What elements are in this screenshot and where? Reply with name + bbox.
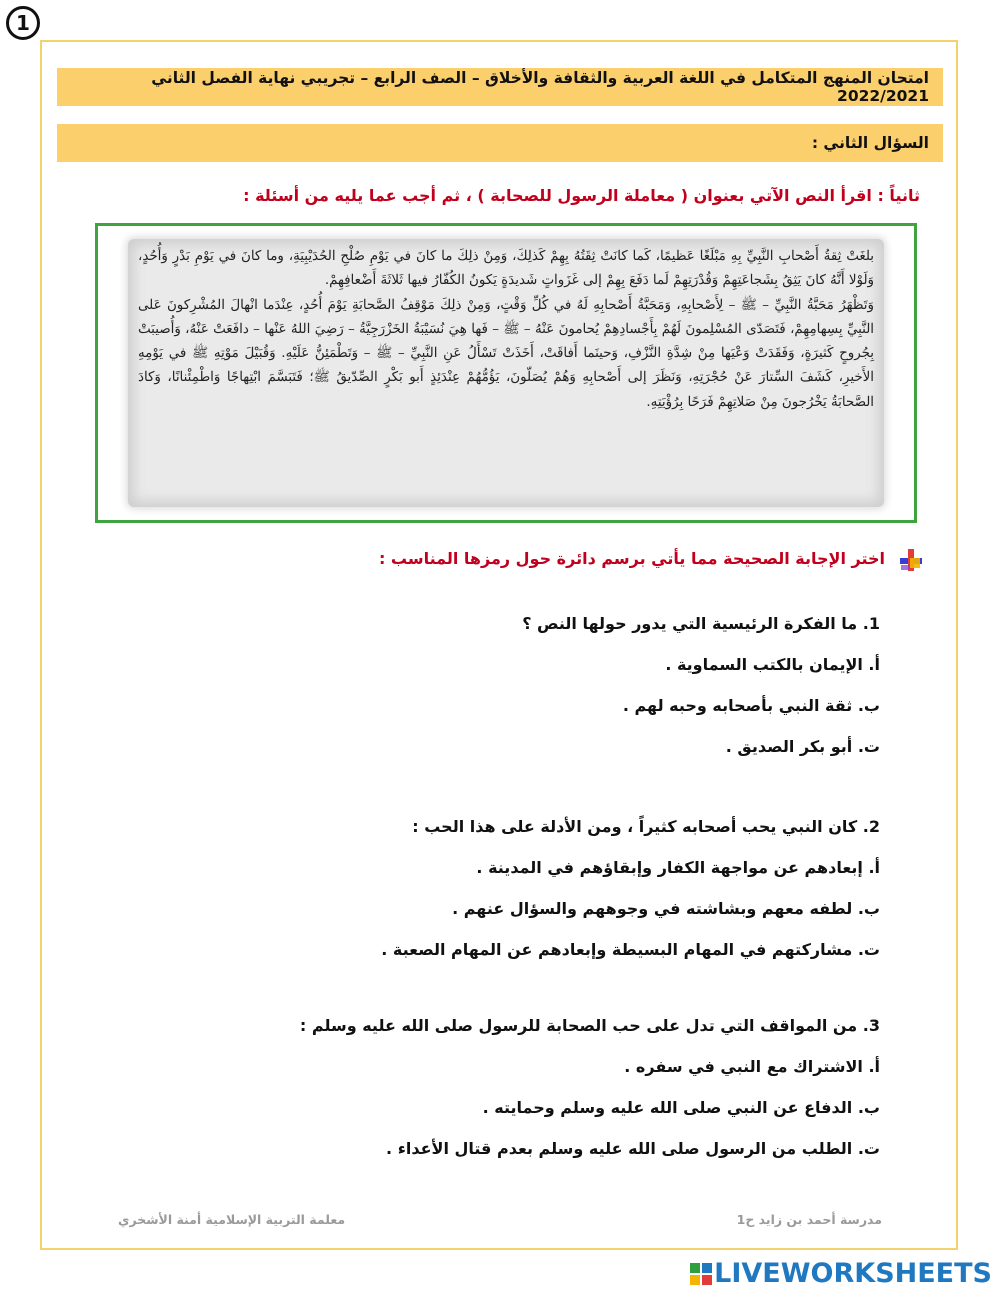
page-number-badge bbox=[6, 6, 40, 40]
option-c[interactable]: ت. الطلب من الرسول صلى الله عليه وسلم بعدم قتال الأعداء . bbox=[386, 1139, 880, 1158]
question-stem: 2. كان النبي يحب أصحابه كثيراً ، ومن الأدلة على هذا الحب : bbox=[412, 817, 880, 836]
exam-title: امتحان المنهج المتكامل في اللغة العربية والثقافة والأخلاق – الصف الرابع – تجريبي نهاية الفصل الثاني 2022/2021 bbox=[151, 69, 929, 105]
option-a[interactable]: أ. إبعادهم عن مواجهة الكفار وإبقاؤهم في المدينة . bbox=[476, 858, 880, 877]
liveworksheets-brand[interactable] bbox=[690, 1258, 992, 1289]
question-heading: السؤال الثاني : bbox=[811, 134, 929, 152]
footer-school: مدرسة أحمد بن زايد ح1 bbox=[736, 1212, 882, 1227]
question-1 bbox=[120, 612, 880, 776]
question-stem: 1. ما الفكرة الرئيسية التي يدور حولها النص ؟ bbox=[522, 614, 880, 633]
bullet-icon bbox=[897, 546, 925, 574]
exam-title-band bbox=[57, 68, 943, 106]
option-b[interactable]: ب. لطفه معهم وبشاشته في وجوههم والسؤال عنهم . bbox=[452, 899, 880, 918]
option-a[interactable]: أ. الاشتراك مع النبي في سفره . bbox=[624, 1057, 880, 1076]
question-stem: 3. من المواقف التي تدل على حب الصحابة للرسول صلى الله عليه وسلم : bbox=[299, 1016, 880, 1035]
choose-instruction: اختر الإجابة الصحيحة مما يأتي برسم دائرة حول رمزها المناسب : bbox=[378, 549, 885, 568]
page-number: 1 bbox=[16, 11, 30, 35]
option-b[interactable]: ب. ثقة النبي بأصحابه وحبه لهم . bbox=[622, 696, 880, 715]
option-a[interactable]: أ. الإيمان بالكتب السماوية . bbox=[665, 655, 880, 674]
option-b[interactable]: ب. الدفاع عن النبي صلى الله عليه وسلم وحمايته . bbox=[482, 1098, 880, 1117]
reading-instruction: ثانياً : اقرأ النص الآتي بعنوان ( معاملة الرسول للصحابة ) ، ثم أجب عما يليه من أسئلة : bbox=[243, 186, 920, 205]
liveworksheets-logo-icon bbox=[690, 1263, 712, 1285]
question-heading-band bbox=[57, 124, 943, 162]
passage-paragraph-2: وَتَظْهَرُ مَحَبَّةُ النَّبِيِّ – ﷺ – لِأَصْحابِهِ، وَمَحَبَّةُ أَصْحابِهِ لَهُ في كُلِّ وَقْتٍ، وَمِنْ ذلِكَ مَوْقِفُ الصَّحابَةِ يَوْمَ أُحُدٍ، عِنْدَما انْهالَ المُشْرِكونَ عَلى النَّبِيِّ بِسِهامِهِمْ، فَتَصَدّى المُسْلِمونَ لَهُمْ بِأَجْسادِهِمْ يُحامونَ عَنْهُ – ﷺ – فَها هِيَ نُسَيْبَةُ الخَزْرَجِيَّةُ – رَضِيَ اللهُ عَنْها – دافَعَتْ عَنْهُ، وَأُصيبَتْ بِجُروحٍ كَثيرَةٍ، وَفَقَدَتْ وَعْيَها مِنْ شِدَّةِ النَّزْفِ، وَحينَما أَفاقَتْ، أَخَذَتْ تَسْأَلُ عَنِ النَّبِيِّ – ﷺ – وَتَطْمَئِنُّ عَلَيْهِ. وَقُبَيْلَ مَوْتِهِ ﷺ في يَوْمِهِ الأَخيرِ، كَشَفَ السِّتارَ عَنْ حُجْرَتِهِ، وَنَظَرَ إلى أَصْحابِهِ وَهُمْ يُصَلّونَ، يَؤُمُّهُمْ عِنْدَئِذٍ أَبو بَكْرٍ الصِّدّيقُ ﷺ؛ فَتَبَسَّمَ ابْتِهاجًا وَاطْمِئْنانًا، وَكادَ الصَّحابَةُ يَخْرُجونَ مِنْ صَلاتِهِمْ فَرَحًا بِرُؤْيَتِهِ. bbox=[138, 297, 874, 410]
passage-image bbox=[128, 239, 884, 507]
question-3 bbox=[120, 1014, 880, 1178]
passage-box bbox=[95, 223, 917, 523]
brand-name: LIVEWORKSHEETS bbox=[714, 1258, 992, 1289]
option-c[interactable]: ت. مشاركتهم في المهام البسيطة وإبعادهم عن المهام الصعبة . bbox=[381, 940, 880, 959]
passage-paragraph-1: بلغَتْ ثِقةُ أَصْحابِ النَّبِيِّ بِهِ مَبْلَغًا عَظيمًا، كَما كانَتْ ثِقَتُهُ بِهِمْ كَذلِكَ، وَمِنْ ذلِكَ ما كانَ في يَوْمِ صُلْحِ الحُدَيْبِيَةِ، وما كانَ في يَوْمِ بَدْرٍ وَأُحُدٍ، وَلَوْلا أَنَّهُ كانَ يَثِقُ بِشَجاعَتِهِمْ وَقُدْرَتِهِمْ لَما دَفَعَ بِهِمْ إلى غَزَواتٍ شَديدَةٍ يَكونُ الكُفّارُ فيها ثَلاثَةَ أَضْعافِهِمْ. bbox=[138, 249, 874, 289]
question-2 bbox=[120, 815, 880, 979]
option-c[interactable]: ت. أبو بكر الصديق . bbox=[725, 737, 880, 756]
footer-teacher: معلمة التربية الإسلامية أمنة الأشخري bbox=[118, 1212, 346, 1227]
